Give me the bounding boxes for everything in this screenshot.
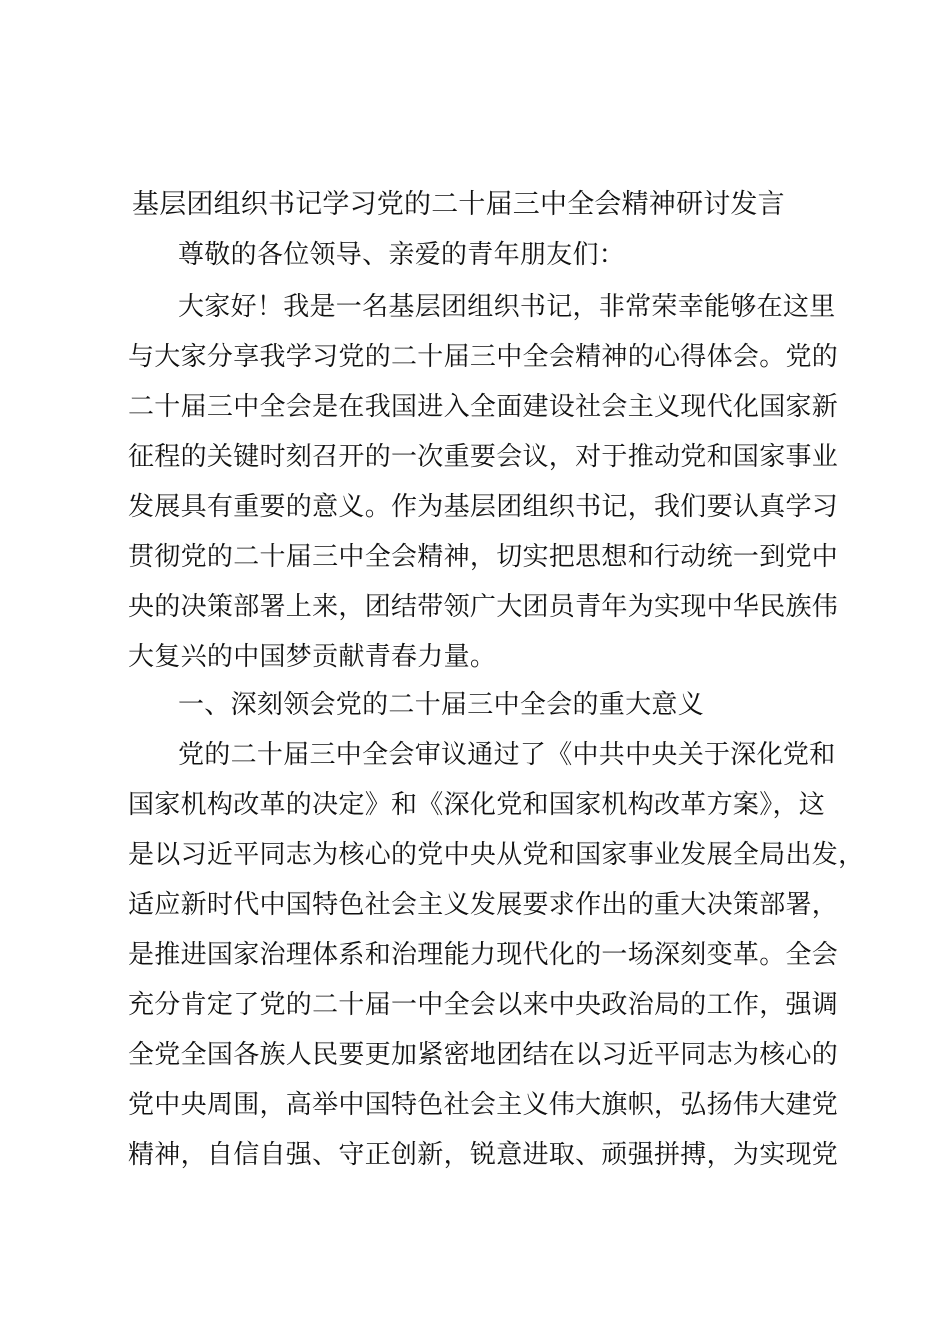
paragraph-line: 全党全国各族人民要更加紧密地团结在以习近平同志为核心的 (128, 1040, 839, 1070)
document-title: 基层团组织书记学习党的二十届三中全会精神研讨发言 (132, 189, 785, 220)
paragraph-line: 充分肯定了党的二十届一中全会以来中央政治局的工作，强调 (128, 990, 839, 1020)
section-heading: 一、深刻领会党的二十届三中全会的重大意义 (178, 690, 705, 720)
paragraph-line: 贯彻党的二十届三中全会精神，切实把思想和行动统一到党中 (128, 542, 839, 572)
paragraph-line: 是推进国家治理体系和治理能力现代化的一场深刻变革。全会 (128, 940, 839, 970)
paragraph-line: 发展具有重要的意义。作为基层团组织书记，我们要认真学习 (128, 492, 839, 522)
paragraph-line: 二十届三中全会是在我国进入全面建设社会主义现代化国家新 (128, 392, 839, 422)
paragraph-line: 是以习近平同志为核心的党中央从党和国家事业发展全局出发， (128, 840, 865, 870)
paragraph-line: 大家好！我是一名基层团组织书记，非常荣幸能够在这里 (178, 292, 836, 322)
paragraph-line: 国家机构改革的决定》和《深化党和国家机构改革方案》，这 (128, 790, 826, 820)
salutation: 尊敬的各位领导、亲爱的青年朋友们： (178, 240, 626, 270)
paragraph-line: 大复兴的中国梦贡献青春力量。 (128, 642, 497, 672)
paragraph-line: 征程的关键时刻召开的一次重要会议，对于推动党和国家事业 (128, 442, 839, 472)
paragraph-line: 适应新时代中国特色社会主义发展要求作出的重大决策部署， (128, 890, 839, 920)
paragraph-line: 精神，自信自强、守正创新，锐意进取、顽强拼搏，为实现党 (128, 1140, 839, 1170)
paragraph-line: 与大家分享我学习党的二十届三中全会精神的心得体会。党的 (128, 342, 839, 372)
paragraph-line: 党的二十届三中全会审议通过了《中共中央关于深化党和 (178, 740, 836, 770)
paragraph-line: 党中央周围，高举中国特色社会主义伟大旗帜，弘扬伟大建党 (128, 1090, 839, 1120)
paragraph-line: 央的决策部署上来，团结带领广大团员青年为实现中华民族伟 (128, 592, 839, 622)
